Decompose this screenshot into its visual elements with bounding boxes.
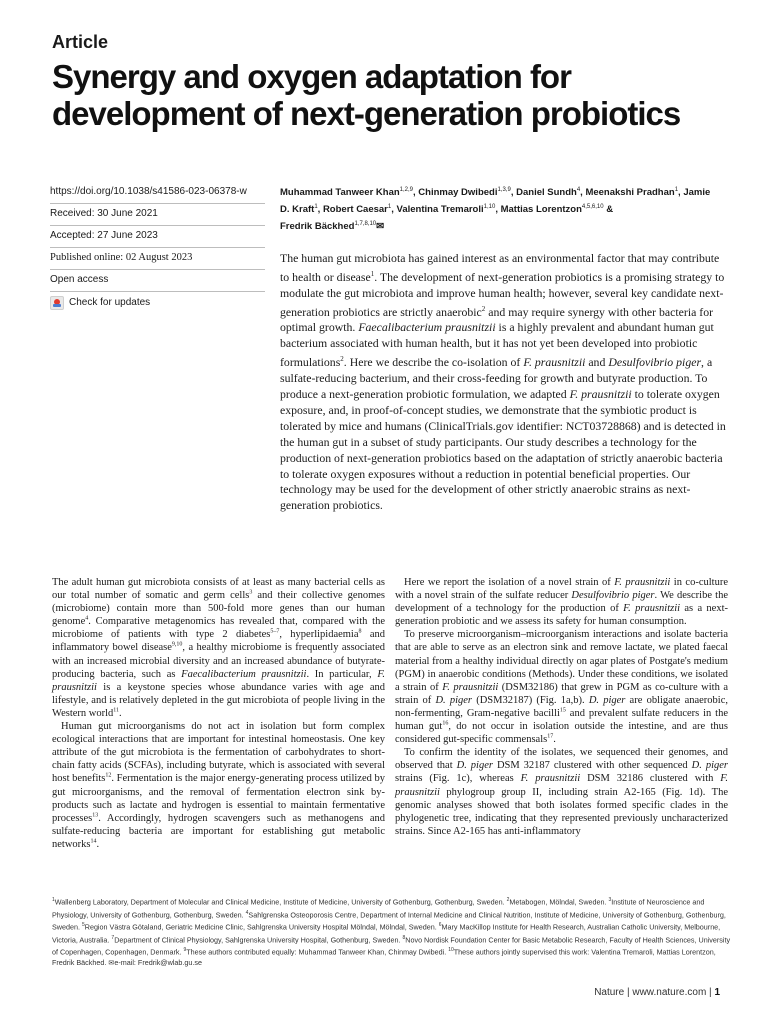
abstract-text: , a sulfate-reducing bacterium, and their cross-feeding for growth and butyrate production. To produce a next-generation probiotic formulation, we adapted — [280, 355, 713, 402]
author-conjunction: & — [603, 204, 614, 216]
footnote-marker: 3 — [608, 897, 612, 903]
author-affiliation: 4,5,6,10 — [581, 204, 604, 211]
author-affiliation: 1 — [314, 204, 318, 211]
page-number: 1 — [714, 987, 720, 998]
author-affiliation: 1 — [387, 204, 392, 211]
footnote-text: Metabogen, Mölndal, Sweden. — [509, 897, 609, 907]
reference-citation[interactable]: 13 — [92, 812, 99, 819]
author-separator: , — [495, 204, 501, 216]
footnote-marker: 9 — [183, 947, 187, 954]
reference-citation[interactable]: 2 — [481, 304, 486, 313]
body-text: is a keystone species whose abundance varies with age and lifestyle, and is relatively depleted in the gut microbiota of people living in the Western world — [52, 681, 385, 719]
reference-citation[interactable]: 4 — [85, 615, 89, 622]
footnote-marker: 8 — [402, 934, 406, 941]
species-name: Faecalibacterium prausnitzii — [358, 320, 496, 335]
abstract-text: to tolerate oxygen exposure, and, in proof-of-concept studies, we demonstrate that the symbiotic product is tolerated by mice and humans (ClinicalTrials.gov identifier: NCT03728868) and is detected in the human gut in a subset of study participants. Our study describes a technology for the production of next-generation probiotics based on the adaptation of strictly anaerobic bacteria to tolerate oxygen exposures without a reduction in potential beneficial properties. Our technology may be used for the development of other strictly anaerobic strains as next-generation probiotics. — [280, 387, 726, 513]
author-separator: , — [391, 204, 397, 216]
body-paragraph — [395, 576, 728, 628]
abstract — [280, 251, 727, 514]
species-name: Faecalibacterium prausnitzii — [181, 668, 307, 680]
footnote-text: Institute of Neuroscience and Physiology, University of Gothenburg, Gothenburg, Sweden. — [52, 897, 705, 919]
body-column-left — [52, 576, 385, 851]
species-name: D. piger — [588, 694, 626, 706]
body-text: . — [119, 707, 122, 719]
journal-name: Nature — [594, 987, 625, 998]
check-for-updates-icon — [50, 296, 64, 310]
footnote-text: Wallenberg Laboratory, Department of Molecular and Clinical Medicine, Institute of Medicine, University of Gothenburg, Gothenburg, Sweden. — [54, 897, 507, 907]
species-name: D. piger — [456, 760, 493, 772]
doi-link[interactable]: https://doi.org/10.1038/s41586-023-06378-w — [50, 182, 265, 204]
body-text: and their collective genomes (microbiome) contain more than 500-fold more genes than our human genome — [52, 590, 385, 628]
author-affiliation: 4 — [576, 187, 581, 193]
corresponding-email[interactable]: e-mail: Fredrik@wlab.gu.se — [114, 957, 202, 967]
body-column-right — [395, 576, 728, 838]
body-text: Human gut microorganisms do not act in isolation but form complex ecological interactions that are important for intestinal homeostasis. One key attribute of the gut microbiota is the fermentation of carbohydrates to short-chain fatty acids (SCFAs), including butyrate, which is associated with several host benefits — [52, 721, 385, 785]
author-separator: , — [317, 204, 323, 216]
species-name: Desulfovibrio piger — [571, 590, 655, 602]
species-name: F. prausnitzii — [569, 387, 632, 402]
reference-citation[interactable]: 15 — [559, 707, 566, 714]
footnote-marker: 7 — [111, 934, 115, 941]
reference-citation[interactable]: 8 — [358, 628, 362, 635]
reference-citation[interactable]: 5–7 — [270, 628, 280, 635]
species-name: F. prausnitzii — [395, 773, 728, 798]
author-list — [280, 183, 720, 234]
author-separator: , — [678, 187, 684, 199]
abstract-text: . The development of next-generation probiotics is a promising strategy to modulate the gut microbiota and improve human health; however, several key candidate next-generation probiotics are strictly anaerobic — [280, 269, 725, 319]
journal-website-link[interactable]: www.nature.com — [632, 987, 707, 998]
received-date: Received: 30 June 2021 — [50, 204, 265, 226]
article-type-label: Article — [52, 32, 109, 52]
footnote-text: These authors contributed equally: Muhammad Tanweer Khan, Chinmay Dwibedi. — [186, 947, 449, 957]
body-text: . We describe the development of a technology for the production of — [395, 590, 728, 615]
body-text: . — [553, 734, 556, 746]
author-name[interactable]: Valentina Tremaroli — [396, 204, 484, 216]
body-text: , a healthy microbiome is frequently associated with an increased microbial diversity and an increased abundance of butyrate-producing bacteria, such as — [52, 642, 385, 680]
body-text: . In particular, — [306, 668, 378, 680]
body-text: phylogroup group II, including strain A2-165 (Fig. 1d). The genomic analyses showed that both isolates formed specific clades in the phylogenetic tree, indicating that they represented previously uncharacterized strains. Since A2-165 has anti-inflammatory — [395, 786, 728, 837]
author-name[interactable]: Jamie D. Kraft — [280, 187, 711, 216]
abstract-text: The human gut microbiota has gained interest as an environmental factor that may contribute to health or disease — [280, 251, 720, 284]
footer-separator: | — [706, 987, 715, 998]
body-text: To confirm the identity of the isolates, we sequenced their genomes, and observed that — [395, 747, 728, 772]
author-name[interactable]: Mattias Lorentzon — [500, 204, 582, 216]
body-text: , do not occur in isolation outside the intestine, and are thus considered gut-specific commensals — [395, 721, 728, 746]
body-text: DSM 32187 clustered with other sequenced — [492, 760, 692, 772]
body-paragraph — [52, 720, 385, 851]
reference-citation[interactable]: 11 — [113, 707, 120, 714]
species-name: F. prausnitzii — [52, 668, 385, 693]
author-separator: , — [413, 187, 419, 199]
footnote-text: Mary MacKillop Institute for Health Research, Australian Catholic University, Melbourne, Victoria, Australia. — [52, 922, 721, 945]
article-metadata — [50, 182, 265, 315]
reference-citation[interactable]: 14 — [90, 838, 97, 845]
check-updates-button[interactable] — [50, 292, 265, 315]
footnote-marker: 2 — [506, 897, 510, 903]
author-affiliation: 1,2,9 — [399, 187, 414, 193]
reference-citation[interactable]: 12 — [105, 772, 112, 779]
author-name[interactable]: Muhammad Tanweer Khan — [280, 187, 400, 199]
body-text: (DSM32186) that grew in PGM as co-culture with a strain of — [395, 681, 728, 706]
body-text: in co-culture with a novel strain of the sulfate reducer — [395, 577, 728, 602]
reference-citation[interactable]: 9,10 — [171, 641, 183, 648]
footnote-marker: 4 — [245, 909, 249, 916]
body-paragraph — [52, 576, 385, 720]
author-separator: , — [510, 187, 517, 199]
body-text: and inflammatory bowel disease — [52, 629, 385, 654]
species-name: F. prausnitzii — [523, 355, 586, 370]
article-title: Synergy and oxygen adaptation for development of next-generation probiotics — [52, 58, 681, 132]
reference-citation[interactable]: 2 — [340, 355, 344, 364]
species-name: D. piger — [435, 694, 473, 706]
reference-citation[interactable]: 17 — [547, 733, 554, 740]
reference-citation[interactable]: 3 — [249, 589, 253, 596]
body-paragraph — [395, 746, 728, 838]
reference-citation[interactable]: 16 — [442, 720, 449, 727]
author-name[interactable]: Meenakshi Pradhan — [585, 187, 675, 199]
published-date: Published online: 02 August 2023 — [50, 248, 265, 270]
email-icon[interactable]: ✉ — [376, 221, 385, 233]
author-separator: , — [580, 187, 586, 199]
author-affiliation: 1,10 — [483, 204, 496, 211]
author-name[interactable]: Robert Caesar — [322, 204, 388, 216]
species-name: F. prausnitzii — [614, 577, 671, 588]
author-name[interactable]: Daniel Sundh — [516, 187, 577, 199]
body-text: and prevalent sulfate reducers in the human gut — [395, 707, 728, 733]
body-text: as a next-generation probiotic and we assess its safety for human consumption. — [395, 603, 728, 628]
author-name[interactable]: Chinmay Dwibedi — [418, 187, 498, 199]
footnote-text: Sahlgrenska Osteoporosis Centre, Department of Internal Medicine and Clinical Nutrition, Institute of Medicine, University of Gothenburg, Gothenburg, Sweden. — [52, 909, 726, 932]
abstract-text: and may require synergy with other bacteria for optimal growth. — [280, 304, 714, 335]
body-text: . Comparative metagenomics has revealed that, compared with the microbiome of patients with type 2 diabetes — [52, 616, 385, 641]
abstract-text: and — [585, 355, 609, 370]
species-name: F. prausnitzii — [520, 773, 581, 785]
author-affiliation: 1,3,9 — [497, 187, 511, 193]
species-name: F. prausnitzii — [623, 603, 681, 615]
author-affiliation: 1,7,8,10 — [354, 221, 377, 228]
footnote-marker: 1 — [52, 897, 55, 903]
abstract-text: is a highly prevalent and abundant human gut bacterium associated with human health, but it has not yet been developed into probiotic formulations — [280, 320, 714, 370]
species-name: Desulfovibrio piger — [608, 355, 702, 370]
author-name[interactable]: Fredrik Bäckhed — [280, 221, 355, 233]
author-affiliation: 1 — [674, 187, 679, 193]
page-footer — [594, 987, 720, 998]
body-text: The adult human gut microbiota consists of at least as many bacterial cells as our total number of somatic and germ cells — [52, 577, 385, 602]
body-text: . — [96, 838, 100, 850]
reference-citation[interactable]: 1 — [370, 269, 375, 278]
footnote-marker: 5 — [81, 922, 85, 929]
body-text: strains (Fig. 1c), whereas — [395, 773, 521, 785]
body-text: Here we report the isolation of a novel strain of — [404, 577, 615, 588]
footnote-marker: 10 — [448, 947, 454, 954]
check-updates-label: Check for updates — [69, 297, 151, 308]
species-name: D. piger — [691, 760, 729, 772]
open-access-label: Open access — [50, 270, 265, 292]
body-paragraph — [395, 628, 728, 746]
body-text: are obligate anaerobic, non-fermenting, Gram-negative bacilli — [395, 694, 729, 719]
body-text: . Accordingly, hydrogen scavengers such as methanogens and sulfate-reducing bacteria are important for establishing gut metabolic networks — [52, 812, 385, 850]
body-text: To preserve microorganism–microorganism interactions and isolate bacteria that are able to serve as an electron sink and remove lactate, we plated faecal material from a healthy individual directly on agar plates of Postgate's medium (PGM) in anaerobic conditions (Methods). Under these conditions, we isolated a strain of — [395, 629, 728, 693]
footnote-marker: 6 — [438, 922, 442, 929]
body-text: DSM 32186 clustered with — [580, 773, 721, 785]
footnote-text: Department of Clinical Physiology, Sahlgrenska University Hospital, Gothenburg, Sweden. — [114, 935, 403, 945]
body-text: (DSM32187) (Fig. 1a,b). — [472, 694, 589, 706]
accepted-date: Accepted: 27 June 2023 — [50, 226, 265, 248]
footnote-text: These authors jointly supervised this work: Valentina Tremaroli, Mattias Lorentzon, Fredrik Bäckhed. — [52, 947, 716, 967]
species-name: F. prausnitzii — [442, 681, 499, 693]
body-text: , hyperlipidaemia — [279, 629, 359, 641]
footnote-text: Novo Nordisk Foundation Center for Basic Metabolic Research, Faculty of Health Sciences, University of Copenhagen, Copenhagen, Denmark. — [52, 935, 731, 957]
footnote-text: Region Västra Götaland, Geriatric Medicine Clinic, Sahlgrenska University Hospital Mölndal, Mölndal, Sweden. — [84, 922, 439, 932]
email-icon: ✉ — [108, 957, 115, 967]
body-text: . Fermentation is the major energy-generating process utilized by gut microorganisms, and the removal of fermentation electron sink by-products such as lactate and hydrogen is essential to maintain fermentative processes — [52, 773, 385, 824]
abstract-text: . Here we describe the co-isolation of — [343, 355, 524, 370]
footer-separator: | — [624, 987, 633, 998]
affiliations-footnote — [52, 895, 732, 968]
